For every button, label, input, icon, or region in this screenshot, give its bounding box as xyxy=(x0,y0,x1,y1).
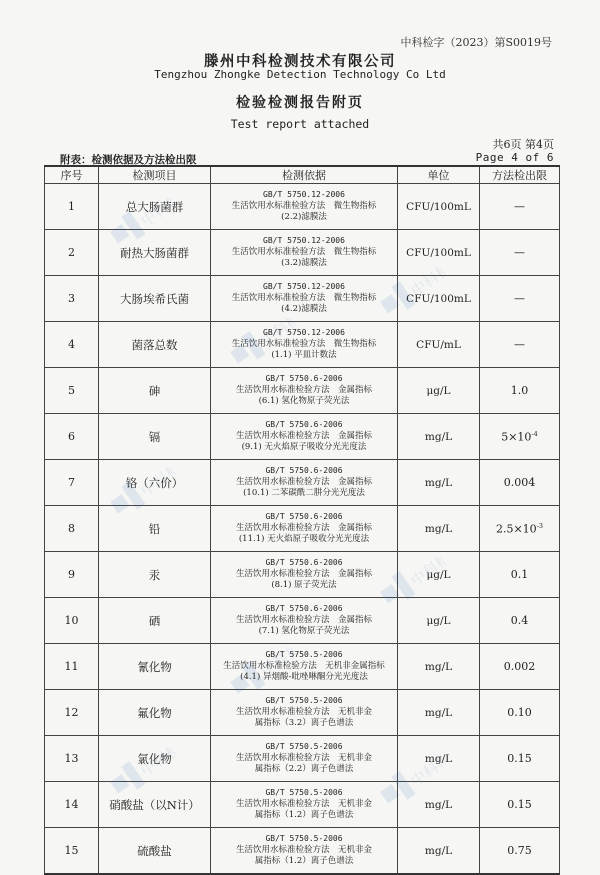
limit-value: 0.4 xyxy=(510,614,529,627)
cell-limit xyxy=(480,184,560,230)
cell-limit xyxy=(480,690,560,736)
cell-unit: mg/L xyxy=(398,414,480,460)
cell-basis xyxy=(211,460,398,506)
basis-standard: GB/T 5750.12-2006 xyxy=(263,282,345,292)
table-row xyxy=(45,322,560,368)
limit-value: 1.0 xyxy=(510,384,529,397)
basis-line-1: 生活饮用水标准检验方法 金属指标 xyxy=(235,384,372,395)
cell-no: 11 xyxy=(45,644,99,690)
cell-limit xyxy=(480,644,560,690)
cell-basis xyxy=(211,598,398,644)
basis-line-1: 生活饮用水标准检验方法 金属指标 xyxy=(235,568,372,579)
cell-unit: mg/L xyxy=(398,644,480,690)
cell-basis xyxy=(211,414,398,460)
limit-value: 2.5×10 xyxy=(495,522,537,536)
cell-item: 镉 xyxy=(99,414,211,460)
basis-line-2: (7.1) 氢化物原子荧光法 xyxy=(258,626,350,637)
page-indicator-cn: 共6页 第4页 xyxy=(492,138,554,151)
table-row xyxy=(45,828,560,875)
limit-value: 0.10 xyxy=(507,706,532,719)
limit-value: 0.1 xyxy=(510,568,529,581)
cell-item: 铅 xyxy=(99,506,211,552)
cell-item: 硒 xyxy=(99,598,211,644)
cell-basis xyxy=(211,828,398,875)
cell-no: 8 xyxy=(45,506,99,552)
table-row xyxy=(45,368,560,414)
basis-line-1: 生活饮用水标准检验方法 无机非金 xyxy=(235,844,372,855)
cell-no: 7 xyxy=(45,460,99,506)
cell-unit: mg/L xyxy=(398,828,480,875)
basis-standard: GB/T 5750.6-2006 xyxy=(265,558,343,568)
cell-item: 硫酸盐 xyxy=(99,828,211,875)
basis-standard: GB/T 5750.5-2006 xyxy=(265,742,343,752)
basis-standard: GB/T 5750.5-2006 xyxy=(265,650,343,660)
cell-unit: CFU/100mL xyxy=(398,184,480,230)
basis-line-1: 生活饮用水标准检验方法 无机非金属指标 xyxy=(223,660,385,671)
cell-limit xyxy=(480,276,560,322)
cell-unit: mg/L xyxy=(398,460,480,506)
watermark-text: 中科检测 xyxy=(407,543,454,591)
limit-exponent: -4 xyxy=(531,429,538,438)
watermark-text: 中科检测 xyxy=(137,733,184,781)
basis-line-1: 生活饮用水标准检验方法 金属指标 xyxy=(235,614,372,625)
basis-line-2: (4.2)滤膜法 xyxy=(281,304,327,315)
table-row xyxy=(45,414,560,460)
cell-no: 9 xyxy=(45,552,99,598)
table-row xyxy=(45,230,560,276)
detection-basis-table xyxy=(44,165,560,875)
limit-value: 0.002 xyxy=(503,660,536,673)
cell-unit: μg/L xyxy=(398,598,480,644)
cell-item: 硝酸盐（以N计） xyxy=(99,782,211,828)
header-basis: 检测依据 xyxy=(211,166,398,184)
cell-basis xyxy=(211,322,398,368)
table-caption: 附表：检测依据及方法检出限 xyxy=(60,154,197,166)
header-no: 序号 xyxy=(45,166,99,184)
cell-basis xyxy=(211,506,398,552)
watermark-text: 中科检测 xyxy=(407,743,454,791)
table-row xyxy=(45,782,560,828)
table-row xyxy=(45,644,560,690)
cell-unit: mg/L xyxy=(398,736,480,782)
cell-no: 12 xyxy=(45,690,99,736)
basis-standard: GB/T 5750.6-2006 xyxy=(265,604,343,614)
table-row xyxy=(45,184,560,230)
cell-unit: CFU/mL xyxy=(398,322,480,368)
header-unit: 单位 xyxy=(398,166,480,184)
basis-standard: GB/T 5750.6-2006 xyxy=(265,466,343,476)
cell-basis xyxy=(211,552,398,598)
basis-line-2: (8.1) 原子荧光法 xyxy=(271,580,337,591)
cell-item: 砷 xyxy=(99,368,211,414)
report-number: 中科检字（2023）第S0019号 xyxy=(400,36,552,49)
header-item: 检测项目 xyxy=(99,166,211,184)
watermark-text: 中科检测 xyxy=(257,633,304,681)
table-header-row xyxy=(45,166,560,184)
basis-line-2: (9.1) 无火焰原子吸收分光光度法 xyxy=(241,442,367,453)
company-name-en: Tengzhou Zhongke Detection Technology Co Ltd xyxy=(154,68,446,81)
cell-item: 汞 xyxy=(99,552,211,598)
limit-value: 0.004 xyxy=(503,476,536,489)
cell-unit: mg/L xyxy=(398,782,480,828)
cell-no: 13 xyxy=(45,736,99,782)
basis-line-2: 属指标（1.2）离子色谱法 xyxy=(254,810,354,821)
cell-unit: mg/L xyxy=(398,690,480,736)
basis-line-2: (11.1) 无火焰原子吸收分光光度法 xyxy=(238,534,370,545)
limit-value: 5×10 xyxy=(501,430,532,444)
basis-line-1: 生活饮用水标准检验方法 无机非金 xyxy=(235,706,372,717)
cell-unit: CFU/100mL xyxy=(398,230,480,276)
watermark-text: 中科检测 xyxy=(257,303,304,351)
limit-value: — xyxy=(514,292,525,305)
cell-no: 4 xyxy=(45,322,99,368)
cell-item: 耐热大肠菌群 xyxy=(99,230,211,276)
table-row xyxy=(45,598,560,644)
table-row xyxy=(45,690,560,736)
limit-value: 0.75 xyxy=(507,844,532,857)
report-title-cn: 检验检测报告附页 xyxy=(236,95,364,111)
cell-limit xyxy=(480,598,560,644)
limit-value: — xyxy=(514,200,525,213)
basis-line-2: (1.1) 平皿计数法 xyxy=(271,350,337,361)
cell-limit xyxy=(480,368,560,414)
cell-basis xyxy=(211,276,398,322)
cell-limit xyxy=(480,322,560,368)
cell-no: 1 xyxy=(45,184,99,230)
basis-line-1: 生活饮用水标准检验方法 金属指标 xyxy=(235,430,372,441)
table-row xyxy=(45,552,560,598)
basis-line-2: (3.2)滤膜法 xyxy=(281,258,327,269)
cell-no: 15 xyxy=(45,828,99,875)
cell-unit: μg/L xyxy=(398,368,480,414)
cell-limit xyxy=(480,460,560,506)
table-row xyxy=(45,736,560,782)
cell-limit xyxy=(480,552,560,598)
basis-line-2: (2.2)滤膜法 xyxy=(281,212,327,223)
basis-standard: GB/T 5750.12-2006 xyxy=(263,236,345,246)
limit-value: — xyxy=(514,338,525,351)
page-indicator-en: Page 4 of 6 xyxy=(475,151,554,164)
cell-basis xyxy=(211,368,398,414)
basis-line-1: 生活饮用水标准检验方法 金属指标 xyxy=(235,476,372,487)
cell-item: 铬（六价） xyxy=(99,460,211,506)
cell-basis xyxy=(211,230,398,276)
cell-no: 14 xyxy=(45,782,99,828)
company-name-cn: 滕州中科检测技术有限公司 xyxy=(204,53,396,70)
report-title-en: Test report attached xyxy=(230,117,370,131)
cell-item: 大肠埃希氏菌 xyxy=(99,276,211,322)
watermark-text: 中科检测 xyxy=(137,183,184,231)
cell-item: 总大肠菌群 xyxy=(99,184,211,230)
basis-standard: GB/T 5750.5-2006 xyxy=(265,696,343,706)
cell-limit xyxy=(480,828,560,875)
basis-standard: GB/T 5750.12-2006 xyxy=(263,190,345,200)
cell-limit xyxy=(480,782,560,828)
basis-standard: GB/T 5750.5-2006 xyxy=(265,788,343,798)
limit-value: 0.15 xyxy=(507,752,532,765)
basis-line-1: 生活饮用水标准检验方法 无机非金 xyxy=(235,798,372,809)
cell-no: 2 xyxy=(45,230,99,276)
cell-item: 氯化物 xyxy=(99,736,211,782)
cell-unit: μg/L xyxy=(398,552,480,598)
basis-standard: GB/T 5750.6-2006 xyxy=(265,374,343,384)
cell-item: 菌落总数 xyxy=(99,322,211,368)
cell-basis xyxy=(211,782,398,828)
cell-basis xyxy=(211,644,398,690)
basis-line-2: (10.1) 二苯碳酰二肼分光光度法 xyxy=(243,488,365,499)
limit-value: 0.15 xyxy=(507,798,532,811)
limit-value: — xyxy=(514,246,525,259)
basis-line-2: (6.1) 氢化物原子荧光法 xyxy=(258,396,350,407)
cell-limit xyxy=(480,230,560,276)
cell-no: 5 xyxy=(45,368,99,414)
header-limit: 方法检出限 xyxy=(480,166,560,184)
watermark-text: 中科检测 xyxy=(407,253,454,301)
basis-line-2: (4.1) 异烟酸-吡唑啉酮分光光度法 xyxy=(240,672,368,683)
cell-unit: mg/L xyxy=(398,506,480,552)
table-row xyxy=(45,276,560,322)
basis-standard: GB/T 5750.12-2006 xyxy=(263,328,345,338)
cell-no: 3 xyxy=(45,276,99,322)
basis-line-2: 属指标（1.2）离子色谱法 xyxy=(254,856,354,867)
basis-line-2: 属指标（3.2）离子色谱法 xyxy=(254,718,354,729)
cell-limit xyxy=(480,736,560,782)
basis-line-2: 属指标（2.2）离子色谱法 xyxy=(254,764,354,775)
basis-line-1: 生活饮用水标准检验方法 金属指标 xyxy=(235,522,372,533)
cell-item: 氰化物 xyxy=(99,644,211,690)
cell-unit: CFU/100mL xyxy=(398,276,480,322)
table-row xyxy=(45,460,560,506)
cell-item: 氟化物 xyxy=(99,690,211,736)
basis-line-1: 生活饮用水标准检验方法 微生物指标 xyxy=(231,338,377,349)
basis-standard: GB/T 5750.6-2006 xyxy=(265,512,343,522)
basis-line-1: 生活饮用水标准检验方法 微生物指标 xyxy=(231,246,377,257)
basis-line-1: 生活饮用水标准检验方法 微生物指标 xyxy=(231,292,377,303)
basis-line-1: 生活饮用水标准检验方法 无机非金 xyxy=(235,752,372,763)
cell-no: 6 xyxy=(45,414,99,460)
cell-limit xyxy=(480,506,560,552)
basis-line-1: 生活饮用水标准检验方法 微生物指标 xyxy=(231,200,377,211)
cell-basis xyxy=(211,690,398,736)
basis-standard: GB/T 5750.6-2006 xyxy=(265,420,343,430)
cell-no: 10 xyxy=(45,598,99,644)
limit-exponent: -3 xyxy=(536,521,544,530)
watermark-text: 中科检测 xyxy=(137,453,184,501)
cell-basis xyxy=(211,184,398,230)
cell-basis xyxy=(211,736,398,782)
basis-standard: GB/T 5750.5-2006 xyxy=(265,834,343,844)
cell-limit xyxy=(480,414,560,460)
table-row xyxy=(45,506,560,552)
